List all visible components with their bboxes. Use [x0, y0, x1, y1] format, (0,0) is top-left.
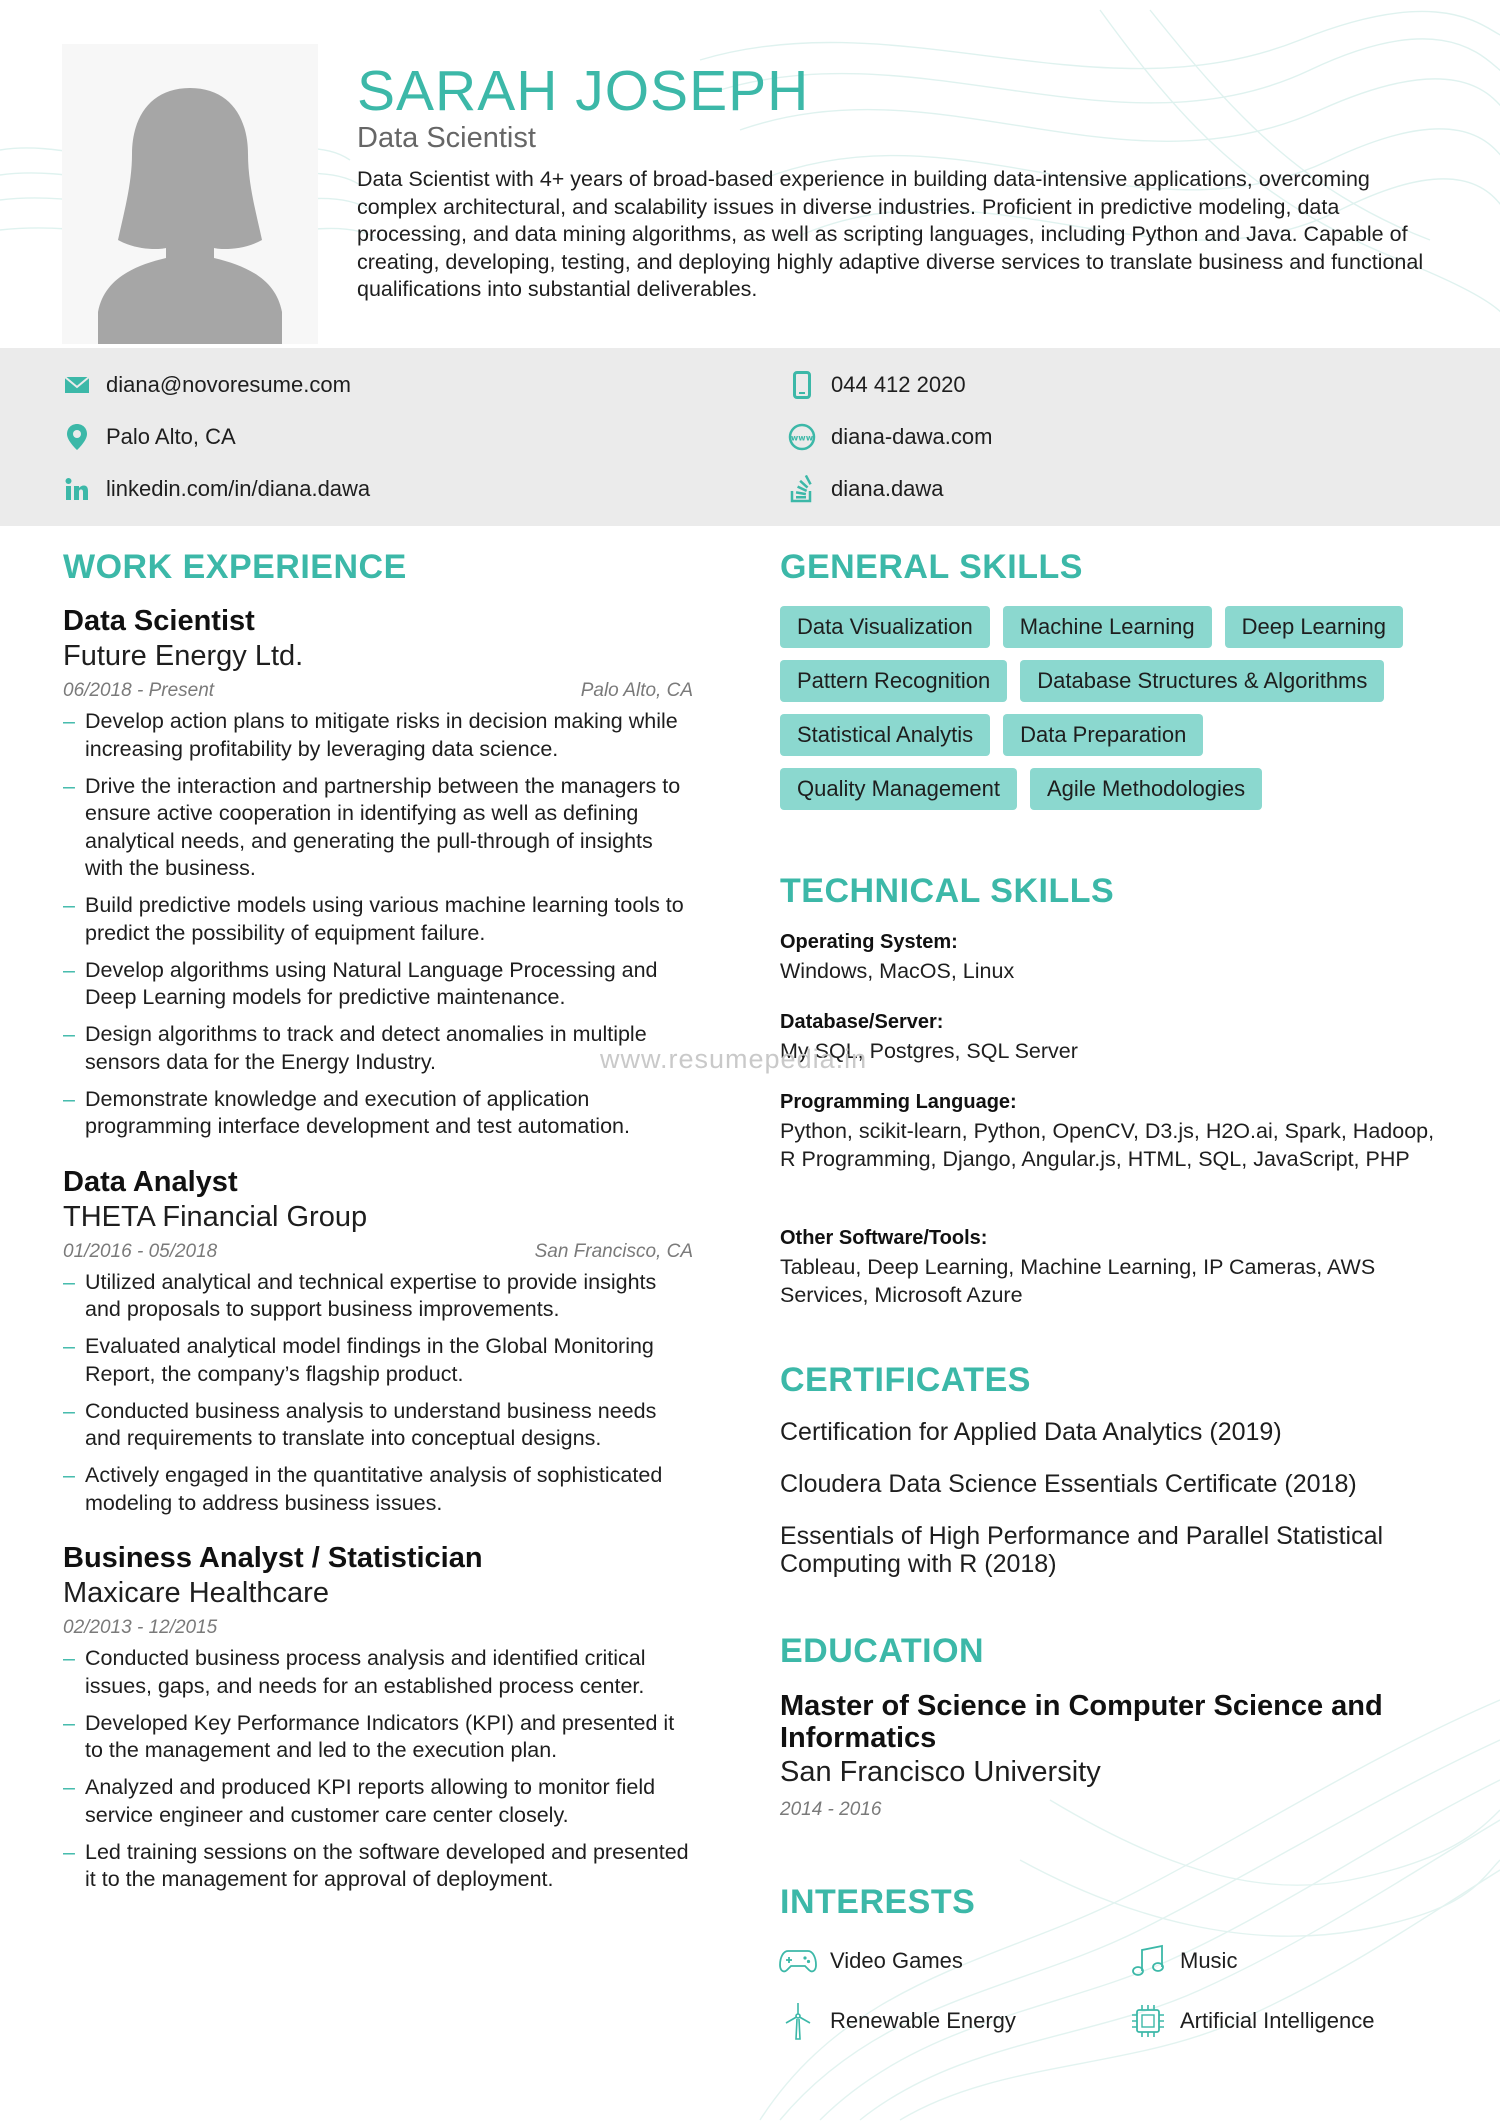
certificates-heading: CERTIFICATES	[780, 1361, 1031, 1399]
candidate-title: Data Scientist	[357, 122, 536, 154]
tech-group-programming	[780, 1089, 1440, 1173]
technical-skills-heading: TECHNICAL SKILLS	[780, 872, 1115, 910]
job-bullet: – Develop action plans to mitigate risks in decision making while increasing profitability by leveraging data science.	[63, 708, 693, 763]
interest-label: Music	[1180, 1948, 1238, 1973]
skill-tag: Agile Methodologies	[1030, 768, 1262, 810]
certificate-item: Certification for Applied Data Analytics (2019)	[780, 1418, 1282, 1446]
job-entry	[63, 1165, 693, 1518]
contact-band	[0, 348, 1500, 526]
job-bullet: – Drive the interaction and partnership between the managers to ensure active cooperation in identifying as well as defining analytical needs, and generating the pull-through of insights with the business.	[63, 773, 693, 883]
skill-tag: Database Structures & Algorithms	[1020, 660, 1384, 702]
job-location: Palo Alto, CA	[580, 680, 693, 701]
skill-tag: Machine Learning	[1003, 606, 1212, 648]
skill-tag: Deep Learning	[1225, 606, 1403, 648]
education-school: San Francisco University	[780, 1756, 1101, 1788]
website-text: diana-dawa.com	[831, 424, 993, 449]
job-bullet: – Design algorithms to track and detect anomalies in multiple sensors data for the Energy Industry.	[63, 1021, 693, 1076]
svg-text:www: www	[790, 433, 814, 443]
email-text: diana@novoresume.com	[106, 372, 351, 397]
profile-summary: Data Scientist with 4+ years of broad-based experience in building data-intensive applications, overcoming complex architectural, and scalability issues in diverse industries. Proficient in predictive modeling, data processing, and data mining algorithms, as well as scripting languages, including Python and Java. Capable of creating, developing, testing, and deploying highly adaptive diverse services to translate business and functional qualifications into substantial deliverables.	[357, 167, 1424, 302]
watermark: www.resumepedia.in	[600, 1044, 868, 1074]
job-dates: 06/2018 - Present	[63, 680, 215, 701]
interest-label: Artificial Intelligence	[1180, 2008, 1375, 2033]
job-company: Maxicare Healthcare	[63, 1577, 329, 1609]
location-pin-icon	[62, 422, 92, 452]
job-bullet: – Demonstrate knowledge and execution of application programming interface development and test automation.	[63, 1086, 693, 1141]
tech-group-database	[780, 1009, 1440, 1066]
ai-chip-icon	[1128, 2001, 1168, 2041]
job-bullet: – Analyzed and produced KPI reports allowing to monitor field service engineer and customer care center closely.	[63, 1774, 693, 1829]
skill-tag: Pattern Recognition	[780, 660, 1007, 702]
job-bullet: – Build predictive models using various machine learning tools to predict the possibility of equipment failure.	[63, 892, 693, 947]
job-bullet: – Utilized analytical and technical expertise to provide insights and proposals to support business improvements.	[63, 1269, 693, 1324]
general-skills-list	[780, 606, 1440, 822]
tech-group-label: Other Software/Tools:	[780, 1227, 988, 1249]
job-bullet: – Developed Key Performance Indicators (KPI) and presented it to the management and led to the execution plan.	[63, 1710, 693, 1765]
contact-email[interactable]	[62, 370, 351, 400]
contact-linkedin[interactable]	[62, 474, 370, 504]
job-dates: 01/2016 - 05/2018	[63, 1240, 218, 1262]
job-bullet: – Conducted business analysis to understand business needs and requirements to translate into conceptual designs.	[63, 1398, 693, 1453]
interest-artificial-intelligence	[1128, 2001, 1374, 2041]
interest-renewable-energy	[778, 2001, 1016, 2041]
interest-video-games	[778, 1941, 963, 1981]
education-degree: Master of Science in Computer Science and Informatics	[780, 1690, 1383, 1754]
music-note-icon	[1128, 1941, 1168, 1981]
job-bullet: – Conducted business process analysis and identified critical issues, gaps, and needs for an established process center.	[63, 1645, 693, 1700]
wind-turbine-icon	[778, 2001, 818, 2041]
certificate-item: Essentials of High Performance and Parallel Statistical Computing with R (2018)	[780, 1522, 1384, 1578]
job-bullet: – Actively engaged in the quantitative analysis of sophisticated modeling to address business issues.	[63, 1462, 693, 1517]
job-bullets	[63, 1645, 693, 1894]
tech-group-label: Operating System:	[780, 931, 958, 953]
job-bullets	[63, 708, 693, 1141]
education-dates: 2014 - 2016	[780, 1799, 882, 1820]
tech-group-label: Programming Language:	[780, 1091, 1017, 1113]
job-company: Future Energy Ltd.	[63, 640, 304, 672]
job-meta	[63, 680, 693, 702]
job-bullet: – Led training sessions on the software developed and presented it to the management for approval of deployment.	[63, 1839, 693, 1894]
interest-label: Video Games	[830, 1948, 963, 1973]
education-heading: EDUCATION	[780, 1632, 985, 1670]
email-icon	[62, 370, 92, 400]
phone-text: 044 412 2020	[831, 372, 966, 397]
job-meta	[63, 1617, 693, 1639]
skill-tag: Data Visualization	[780, 606, 990, 648]
job-bullets	[63, 1269, 693, 1518]
gamepad-icon	[778, 1941, 818, 1981]
job-meta	[63, 1241, 693, 1263]
work-experience-heading: WORK EXPERIENCE	[63, 548, 407, 586]
interest-music	[1128, 1941, 1237, 1981]
contact-location	[62, 422, 236, 452]
job-bullet: – Develop algorithms using Natural Language Processing and Deep Learning models for predictive maintenance.	[63, 957, 693, 1012]
tech-group-value: Python, scikit-learn, Python, OpenCV, D3.js, H2O.ai, Spark, Hadoop, R Programming, Django, Angular.js, HTML, SQL, JavaScript, PHP	[780, 1119, 1435, 1171]
candidate-name: SARAH JOSEPH	[357, 59, 810, 123]
person-silhouette-icon	[62, 44, 318, 344]
job-dates: 02/2013 - 12/2015	[63, 1617, 218, 1638]
interests-heading: INTERESTS	[780, 1883, 976, 1921]
location-text: Palo Alto, CA	[106, 424, 236, 449]
job-role: Business Analyst / Statistician	[63, 1542, 483, 1574]
skill-tag: Quality Management	[780, 768, 1017, 810]
job-role: Data Analyst	[63, 1165, 238, 1198]
linkedin-text: linkedin.com/in/diana.dawa	[106, 476, 371, 501]
stackoverflow-text: diana.dawa	[831, 476, 944, 501]
job-company: THETA Financial Group	[63, 1200, 368, 1233]
tech-group-value: My SQL, Postgres, SQL Server	[780, 1039, 1078, 1063]
contact-website[interactable]	[787, 422, 992, 452]
avatar-placeholder	[62, 44, 318, 344]
tech-group-value: Windows, MacOS, Linux	[780, 959, 1015, 983]
globe-icon	[787, 422, 817, 452]
tech-group-label: Database/Server:	[780, 1011, 944, 1033]
job-role: Data Scientist	[63, 605, 255, 637]
interest-label: Renewable Energy	[830, 2008, 1016, 2033]
certificate-item: Cloudera Data Science Essentials Certificate (2018)	[780, 1470, 1357, 1498]
job-location: San Francisco, CA	[534, 1240, 693, 1262]
phone-icon	[787, 370, 817, 400]
contact-phone[interactable]	[787, 370, 966, 400]
contact-stackoverflow[interactable]	[787, 474, 944, 504]
skill-tag: Data Preparation	[1003, 714, 1203, 756]
general-skills-heading: GENERAL SKILLS	[780, 548, 1083, 586]
skill-tag: Statistical Analytis	[780, 714, 990, 756]
job-entry	[63, 1541, 693, 1894]
job-entry	[63, 604, 693, 1141]
linkedin-icon	[62, 474, 92, 504]
tech-group-other-tools	[780, 1225, 1440, 1309]
tech-group-value: Tableau, Deep Learning, Machine Learning, IP Cameras, AWS Services, Microsoft Azure	[780, 1255, 1376, 1307]
job-bullet: – Evaluated analytical model findings in the Global Monitoring Report, the company’s flagship product.	[63, 1333, 693, 1388]
tech-group-os	[780, 929, 1440, 986]
stackoverflow-icon	[787, 474, 817, 504]
work-experience-list	[63, 604, 693, 1918]
